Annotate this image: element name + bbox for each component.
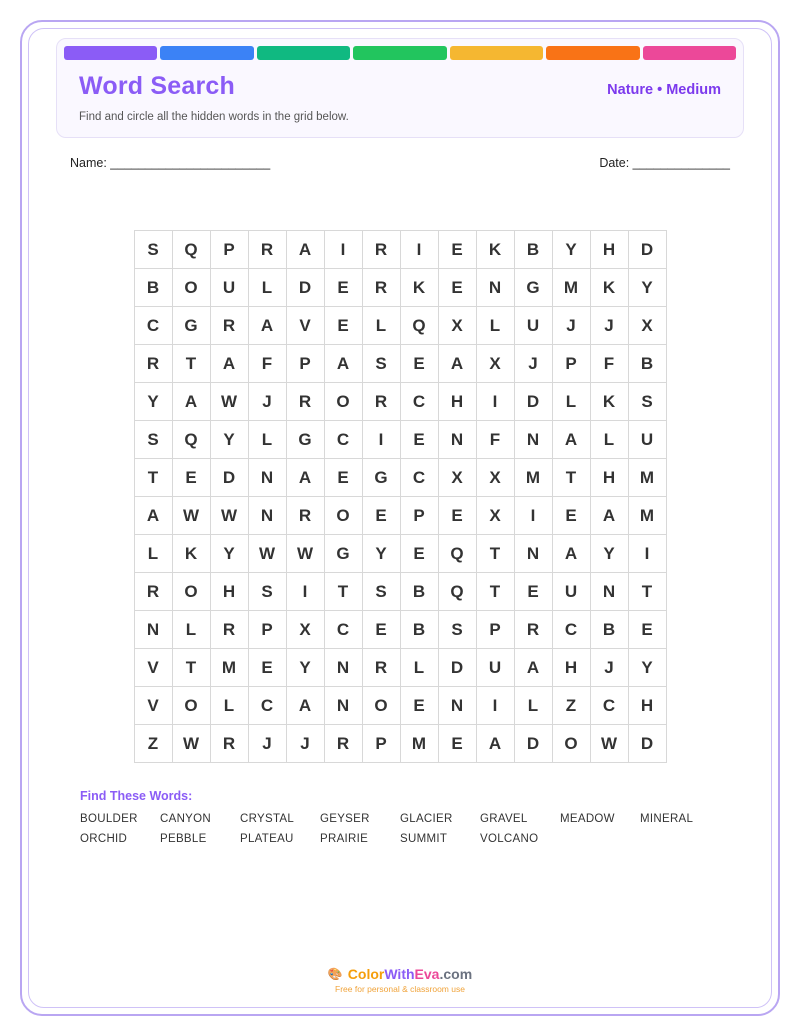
grid-cell[interactable]: T (476, 573, 514, 611)
grid-cell[interactable]: P (248, 611, 286, 649)
grid-cell[interactable]: L (134, 535, 172, 573)
grid-cell[interactable]: K (476, 231, 514, 269)
grid-cell[interactable]: Z (552, 687, 590, 725)
grid-cell[interactable]: E (514, 573, 552, 611)
grid-cell[interactable]: N (476, 269, 514, 307)
grid-cell[interactable]: L (552, 383, 590, 421)
grid-cell[interactable]: R (514, 611, 552, 649)
grid-cell[interactable]: W (590, 725, 628, 763)
grid-cell[interactable]: E (438, 269, 476, 307)
grid-cell[interactable]: I (286, 573, 324, 611)
word-list-item[interactable]: SUMMIT (400, 833, 448, 845)
grid-cell[interactable]: L (248, 269, 286, 307)
word-search-grid-body (134, 231, 666, 763)
grid-cell[interactable]: Y (286, 649, 324, 687)
date-field-label[interactable]: Date: ______________ (599, 156, 730, 170)
grid-cell[interactable]: P (552, 345, 590, 383)
grid-cell[interactable]: Y (552, 231, 590, 269)
grid-cell[interactable]: I (400, 231, 438, 269)
grid-cell[interactable]: O (172, 687, 210, 725)
grid-cell[interactable]: S (134, 421, 172, 459)
grid-cell[interactable]: N (514, 535, 552, 573)
grid-cell[interactable]: O (172, 573, 210, 611)
grid-cell[interactable]: L (362, 307, 400, 345)
grid-cell[interactable]: S (248, 573, 286, 611)
grid-cell[interactable]: D (438, 649, 476, 687)
grid-cell[interactable]: M (628, 497, 666, 535)
grid-cell[interactable]: G (362, 459, 400, 497)
grid-cell[interactable]: O (324, 383, 362, 421)
grid-cell[interactable]: R (248, 231, 286, 269)
grid-cell[interactable]: E (438, 497, 476, 535)
grid-cell[interactable]: J (590, 307, 628, 345)
brand-color-text: Color (347, 966, 385, 982)
footer-brand[interactable] (328, 966, 472, 982)
grid-cell[interactable]: E (324, 269, 362, 307)
grid-cell[interactable]: R (134, 573, 172, 611)
grid-cell[interactable]: H (628, 687, 666, 725)
grid-cell[interactable]: R (286, 497, 324, 535)
grid-cell[interactable]: F (590, 345, 628, 383)
color-bar-segment-1 (64, 46, 157, 60)
grid-cell[interactable]: T (476, 535, 514, 573)
grid-cell[interactable]: D (628, 231, 666, 269)
grid-row (134, 535, 666, 573)
grid-cell[interactable]: R (362, 383, 400, 421)
grid-cell[interactable]: M (210, 649, 248, 687)
grid-cell[interactable]: E (362, 497, 400, 535)
grid-cell[interactable]: S (134, 231, 172, 269)
grid-cell[interactable]: G (172, 307, 210, 345)
grid-cell[interactable]: C (400, 459, 438, 497)
grid-cell[interactable]: J (286, 725, 324, 763)
grid-cell[interactable]: G (286, 421, 324, 459)
grid-cell[interactable]: D (210, 459, 248, 497)
grid-cell[interactable]: Q (172, 231, 210, 269)
word-search-grid[interactable] (134, 230, 667, 763)
color-bar-segment-2 (160, 46, 253, 60)
grid-row (134, 383, 666, 421)
word-list-section (80, 789, 720, 853)
grid-cell[interactable]: W (172, 497, 210, 535)
grid-cell[interactable]: H (590, 231, 628, 269)
grid-cell[interactable]: P (476, 611, 514, 649)
grid-cell[interactable]: N (134, 611, 172, 649)
grid-cell[interactable]: A (590, 497, 628, 535)
grid-cell[interactable]: J (552, 307, 590, 345)
grid-cell[interactable]: L (514, 687, 552, 725)
worksheet-content (46, 38, 754, 853)
grid-row (134, 725, 666, 763)
word-list-item[interactable]: VOLCANO (480, 833, 539, 845)
grid-cell[interactable]: W (210, 497, 248, 535)
grid-cell[interactable]: C (134, 307, 172, 345)
grid-cell[interactable]: W (286, 535, 324, 573)
grid-cell[interactable]: I (628, 535, 666, 573)
grid-cell[interactable]: H (438, 383, 476, 421)
brand-com-text: .com (439, 966, 473, 982)
grid-cell[interactable]: J (248, 383, 286, 421)
grid-cell[interactable]: E (400, 535, 438, 573)
grid-cell[interactable]: Y (362, 535, 400, 573)
grid-cell[interactable]: P (210, 231, 248, 269)
grid-row (134, 231, 666, 269)
title-row (57, 60, 743, 101)
grid-cell[interactable]: H (210, 573, 248, 611)
grid-cell[interactable]: A (552, 535, 590, 573)
grid-cell[interactable]: L (248, 421, 286, 459)
grid-row (134, 687, 666, 725)
grid-cell[interactable]: E (400, 687, 438, 725)
color-bar (64, 46, 736, 60)
color-bar-segment-7 (643, 46, 736, 60)
grid-cell[interactable]: V (134, 649, 172, 687)
word-list-item[interactable]: MINERAL (640, 813, 694, 825)
footer-tagline: Free for personal & classroom use (335, 984, 465, 994)
grid-cell[interactable]: T (552, 459, 590, 497)
grid-cell[interactable]: U (210, 269, 248, 307)
grid-cell[interactable]: L (476, 307, 514, 345)
grid-cell[interactable]: Y (628, 649, 666, 687)
word-list-item[interactable]: GEYSER (320, 813, 370, 825)
grid-cell[interactable]: J (248, 725, 286, 763)
grid-row (134, 269, 666, 307)
grid-cell[interactable]: E (362, 611, 400, 649)
word-list-item[interactable]: ORCHID (80, 833, 128, 845)
grid-cell[interactable]: L (210, 687, 248, 725)
grid-cell[interactable]: A (438, 345, 476, 383)
grid-cell[interactable]: S (362, 573, 400, 611)
grid-cell[interactable]: J (514, 345, 552, 383)
grid-cell[interactable]: O (362, 687, 400, 725)
grid-cell[interactable]: S (362, 345, 400, 383)
grid-cell[interactable]: Y (134, 383, 172, 421)
grid-cell[interactable]: T (172, 345, 210, 383)
grid-cell[interactable]: P (400, 497, 438, 535)
grid-cell[interactable]: B (400, 573, 438, 611)
grid-cell[interactable]: L (172, 611, 210, 649)
grid-cell[interactable]: K (400, 269, 438, 307)
grid-cell[interactable]: Q (172, 421, 210, 459)
grid-cell[interactable]: K (590, 383, 628, 421)
grid-cell[interactable]: S (438, 611, 476, 649)
meta-row (56, 156, 744, 170)
instructions-text: Find and circle all the hidden words in the grid below. (79, 111, 349, 123)
name-field-label[interactable]: Name: _______________________ (70, 156, 271, 170)
grid-cell[interactable]: K (590, 269, 628, 307)
grid-cell[interactable]: D (286, 269, 324, 307)
grid-cell[interactable]: G (514, 269, 552, 307)
word-list-title: Find These Words: (80, 789, 193, 803)
grid-cell[interactable]: A (286, 687, 324, 725)
brand-eva-text: Eva (414, 966, 440, 982)
grid-cell[interactable]: R (362, 649, 400, 687)
grid-cell[interactable]: R (362, 231, 400, 269)
header-card (56, 38, 744, 138)
grid-cell[interactable]: A (476, 725, 514, 763)
grid-cell[interactable]: A (514, 649, 552, 687)
grid-cell[interactable]: T (628, 573, 666, 611)
grid-cell[interactable]: E (628, 611, 666, 649)
grid-cell[interactable]: G (324, 535, 362, 573)
grid-cell[interactable]: T (324, 573, 362, 611)
grid-cell[interactable]: M (552, 269, 590, 307)
grid-cell[interactable]: Y (210, 421, 248, 459)
grid-row (134, 497, 666, 535)
grid-cell[interactable]: N (248, 459, 286, 497)
grid-cell[interactable]: A (172, 383, 210, 421)
grid-cell[interactable]: E (438, 725, 476, 763)
color-bar-segment-6 (546, 46, 639, 60)
grid-cell[interactable]: R (210, 611, 248, 649)
grid-cell[interactable]: R (134, 345, 172, 383)
word-list-item[interactable]: GRAVEL (480, 813, 528, 825)
grid-cell[interactable]: U (514, 307, 552, 345)
grid-cell[interactable]: U (628, 421, 666, 459)
word-list (80, 813, 720, 853)
grid-cell[interactable]: O (552, 725, 590, 763)
grid-cell[interactable]: L (590, 421, 628, 459)
puzzle-category-difficulty: Nature • Medium (607, 82, 721, 98)
grid-cell[interactable]: C (400, 383, 438, 421)
grid-cell[interactable]: R (210, 725, 248, 763)
grid-cell[interactable]: M (514, 459, 552, 497)
grid-cell[interactable]: R (210, 307, 248, 345)
grid-cell[interactable]: E (324, 459, 362, 497)
grid-cell[interactable]: T (134, 459, 172, 497)
grid-cell[interactable]: Y (210, 535, 248, 573)
grid-cell[interactable]: X (628, 307, 666, 345)
grid-cell[interactable]: X (438, 459, 476, 497)
brand-with-text: With (384, 966, 415, 982)
word-list-item[interactable]: PLATEAU (240, 833, 294, 845)
grid-cell[interactable]: I (476, 383, 514, 421)
grid-row (134, 649, 666, 687)
grid-cell[interactable]: N (248, 497, 286, 535)
grid-cell[interactable]: C (552, 611, 590, 649)
grid-cell[interactable]: X (286, 611, 324, 649)
grid-cell[interactable]: Q (438, 535, 476, 573)
grid-cell[interactable]: A (210, 345, 248, 383)
word-list-item[interactable]: CRYSTAL (240, 813, 295, 825)
grid-cell[interactable]: F (248, 345, 286, 383)
grid-cell[interactable]: C (324, 421, 362, 459)
grid-cell[interactable]: F (476, 421, 514, 459)
grid-cell[interactable]: D (514, 725, 552, 763)
grid-cell[interactable]: N (324, 649, 362, 687)
grid-cell[interactable]: W (172, 725, 210, 763)
palette-icon: 🎨 (327, 967, 343, 981)
grid-cell[interactable]: C (248, 687, 286, 725)
grid-cell[interactable]: R (362, 269, 400, 307)
color-bar-segment-4 (353, 46, 446, 60)
word-list-item[interactable]: PRAIRIE (320, 833, 369, 845)
grid-cell[interactable]: E (400, 345, 438, 383)
word-list-item[interactable]: MEADOW (560, 813, 615, 825)
grid-cell[interactable]: Z (134, 725, 172, 763)
grid-cell[interactable]: J (590, 649, 628, 687)
grid-row (134, 345, 666, 383)
grid-cell[interactable]: R (324, 725, 362, 763)
grid-cell[interactable]: P (362, 725, 400, 763)
grid-row (134, 611, 666, 649)
grid-cell[interactable]: B (514, 231, 552, 269)
grid-cell[interactable]: N (324, 687, 362, 725)
grid-cell[interactable]: P (286, 345, 324, 383)
grid-cell[interactable]: I (362, 421, 400, 459)
grid-cell[interactable]: I (514, 497, 552, 535)
grid-cell[interactable]: A (286, 231, 324, 269)
grid-cell[interactable]: N (438, 421, 476, 459)
footer (0, 965, 800, 994)
grid-cell[interactable]: E (400, 421, 438, 459)
grid-cell[interactable]: X (438, 307, 476, 345)
grid-cell[interactable]: I (476, 687, 514, 725)
grid-cell[interactable]: A (286, 459, 324, 497)
grid-cell[interactable]: N (590, 573, 628, 611)
grid-cell[interactable]: K (172, 535, 210, 573)
grid-cell[interactable]: B (134, 269, 172, 307)
grid-cell[interactable]: E (552, 497, 590, 535)
grid-row (134, 573, 666, 611)
color-bar-segment-5 (450, 46, 543, 60)
grid-cell[interactable]: V (286, 307, 324, 345)
grid-cell[interactable]: H (590, 459, 628, 497)
grid-cell[interactable]: B (400, 611, 438, 649)
grid-cell[interactable]: W (248, 535, 286, 573)
grid-cell[interactable]: V (134, 687, 172, 725)
grid-cell[interactable]: N (438, 687, 476, 725)
grid-cell[interactable]: E (324, 307, 362, 345)
grid-cell[interactable]: A (134, 497, 172, 535)
grid-cell[interactable]: D (628, 725, 666, 763)
grid-cell[interactable]: W (210, 383, 248, 421)
grid-row (134, 307, 666, 345)
grid-cell[interactable]: E (248, 649, 286, 687)
grid-cell[interactable]: O (172, 269, 210, 307)
grid-cell[interactable]: A (324, 345, 362, 383)
grid-row (134, 459, 666, 497)
grid-cell[interactable]: Y (590, 535, 628, 573)
grid-row (134, 421, 666, 459)
page-title: Word Search (79, 72, 235, 100)
grid-cell[interactable]: Q (438, 573, 476, 611)
word-list-item[interactable]: CANYON (160, 813, 212, 825)
grid-cell[interactable]: X (476, 459, 514, 497)
color-bar-segment-3 (257, 46, 350, 60)
word-list-item[interactable]: BOULDER (80, 813, 138, 825)
grid-cell[interactable]: Q (400, 307, 438, 345)
grid-cell[interactable]: O (324, 497, 362, 535)
grid-cell[interactable]: M (628, 459, 666, 497)
grid-cell[interactable]: H (552, 649, 590, 687)
grid-cell[interactable]: U (552, 573, 590, 611)
word-list-item[interactable]: PEBBLE (160, 833, 207, 845)
grid-cell[interactable]: T (172, 649, 210, 687)
grid-cell[interactable]: X (476, 345, 514, 383)
grid-cell[interactable]: Y (628, 269, 666, 307)
grid-cell[interactable]: E (438, 231, 476, 269)
grid-cell[interactable]: L (400, 649, 438, 687)
grid-cell[interactable]: X (476, 497, 514, 535)
word-search-grid-wrapper (46, 230, 754, 763)
grid-cell[interactable]: C (324, 611, 362, 649)
grid-cell[interactable]: U (476, 649, 514, 687)
grid-cell[interactable]: E (172, 459, 210, 497)
grid-cell[interactable]: M (400, 725, 438, 763)
grid-cell[interactable]: A (248, 307, 286, 345)
grid-cell[interactable]: B (628, 345, 666, 383)
grid-cell[interactable]: R (286, 383, 324, 421)
grid-cell[interactable]: C (590, 687, 628, 725)
grid-cell[interactable]: A (552, 421, 590, 459)
grid-cell[interactable]: N (514, 421, 552, 459)
grid-cell[interactable]: D (514, 383, 552, 421)
grid-cell[interactable]: I (324, 231, 362, 269)
grid-cell[interactable]: S (628, 383, 666, 421)
word-list-item[interactable]: GLACIER (400, 813, 453, 825)
grid-cell[interactable]: B (590, 611, 628, 649)
